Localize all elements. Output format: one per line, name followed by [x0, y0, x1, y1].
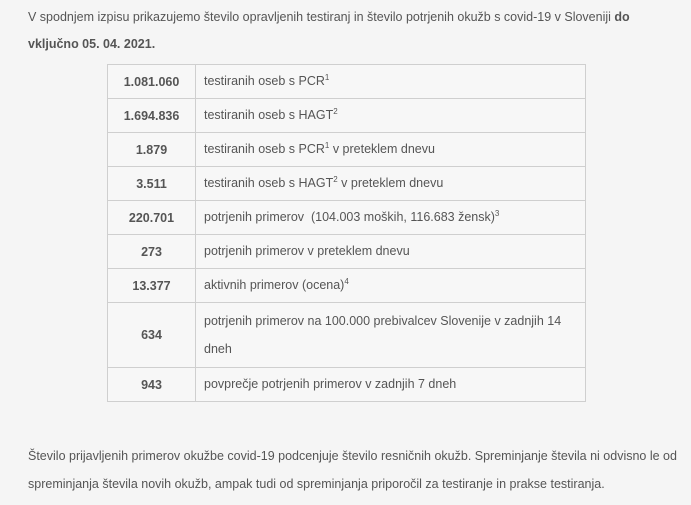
table-row — [108, 368, 586, 402]
footnote-mark: 3 — [494, 208, 500, 218]
stat-text-after: v preteklem dnevu — [329, 142, 435, 156]
footnote-mark: 1 — [324, 140, 330, 150]
table-row — [108, 99, 586, 133]
footnote-mark: 4 — [344, 276, 349, 286]
table-row — [108, 133, 586, 167]
stat-description — [196, 99, 586, 133]
stat-description — [196, 303, 586, 368]
table-row — [108, 235, 586, 269]
footer-note: Število prijavljenih primerov okužbe covid-19 podcenjuje število resničnih okužb. Spreminjanje števila ni odvisno le od spreminjanja števila novih okužb, ampak tudi od spreminjanja priporočil za testiranje in prakse testiranja. — [28, 449, 677, 491]
stat-value: 634 — [108, 303, 196, 368]
stat-text-after: v preteklem dnevu — [337, 176, 444, 190]
stat-text: aktivnih primerov (ocena) — [204, 278, 345, 292]
stat-description — [196, 133, 586, 167]
stat-value: 943 — [108, 368, 196, 402]
stat-value: 1.694.836 — [108, 99, 196, 133]
stats-table — [107, 64, 586, 402]
stat-text: potrjenih primerov na 100.000 prebivalcev Slovenije v zadnjih 14 dneh — [204, 314, 562, 356]
footnote-mark: 2 — [333, 106, 338, 116]
stat-text: potrjenih primerov v preteklem dnevu — [204, 244, 410, 258]
stat-value: 273 — [108, 235, 196, 269]
stat-text: potrjenih primerov (104.003 moških, 116.683 žensk) — [204, 210, 495, 224]
footnote-mark: 1 — [324, 72, 330, 82]
stat-description — [196, 167, 586, 201]
stat-description — [196, 368, 586, 402]
table-row — [108, 201, 586, 235]
table-row — [108, 65, 586, 99]
stat-text: testiranih oseb s PCR — [204, 74, 325, 88]
stat-value: 1.081.060 — [108, 65, 196, 99]
stat-value: 220.701 — [108, 201, 196, 235]
stat-value: 3.511 — [108, 167, 196, 201]
intro-paragraph — [28, 4, 678, 58]
stat-text: testiranih oseb s HAGT — [204, 176, 334, 190]
stat-description — [196, 235, 586, 269]
stat-description — [196, 269, 586, 303]
stat-value: 13.377 — [108, 269, 196, 303]
stat-value: 1.879 — [108, 133, 196, 167]
stat-description — [196, 201, 586, 235]
footnote-mark: 2 — [333, 174, 338, 184]
stat-text: testiranih oseb s PCR — [204, 142, 325, 156]
intro-date: do vključno 05. 04. 2021. — [28, 10, 630, 51]
intro-text: V spodnjem izpisu prikazujemo število opravljenih testiranj in število potrjenih okužb s covid-19 v Sloveniji — [28, 10, 615, 24]
stat-description — [196, 65, 586, 99]
stat-text: testiranih oseb s HAGT — [204, 108, 334, 122]
table-row — [108, 167, 586, 201]
table-row — [108, 303, 586, 368]
stat-text: povprečje potrjenih primerov v zadnjih 7 dneh — [204, 377, 457, 391]
table-row — [108, 269, 586, 303]
